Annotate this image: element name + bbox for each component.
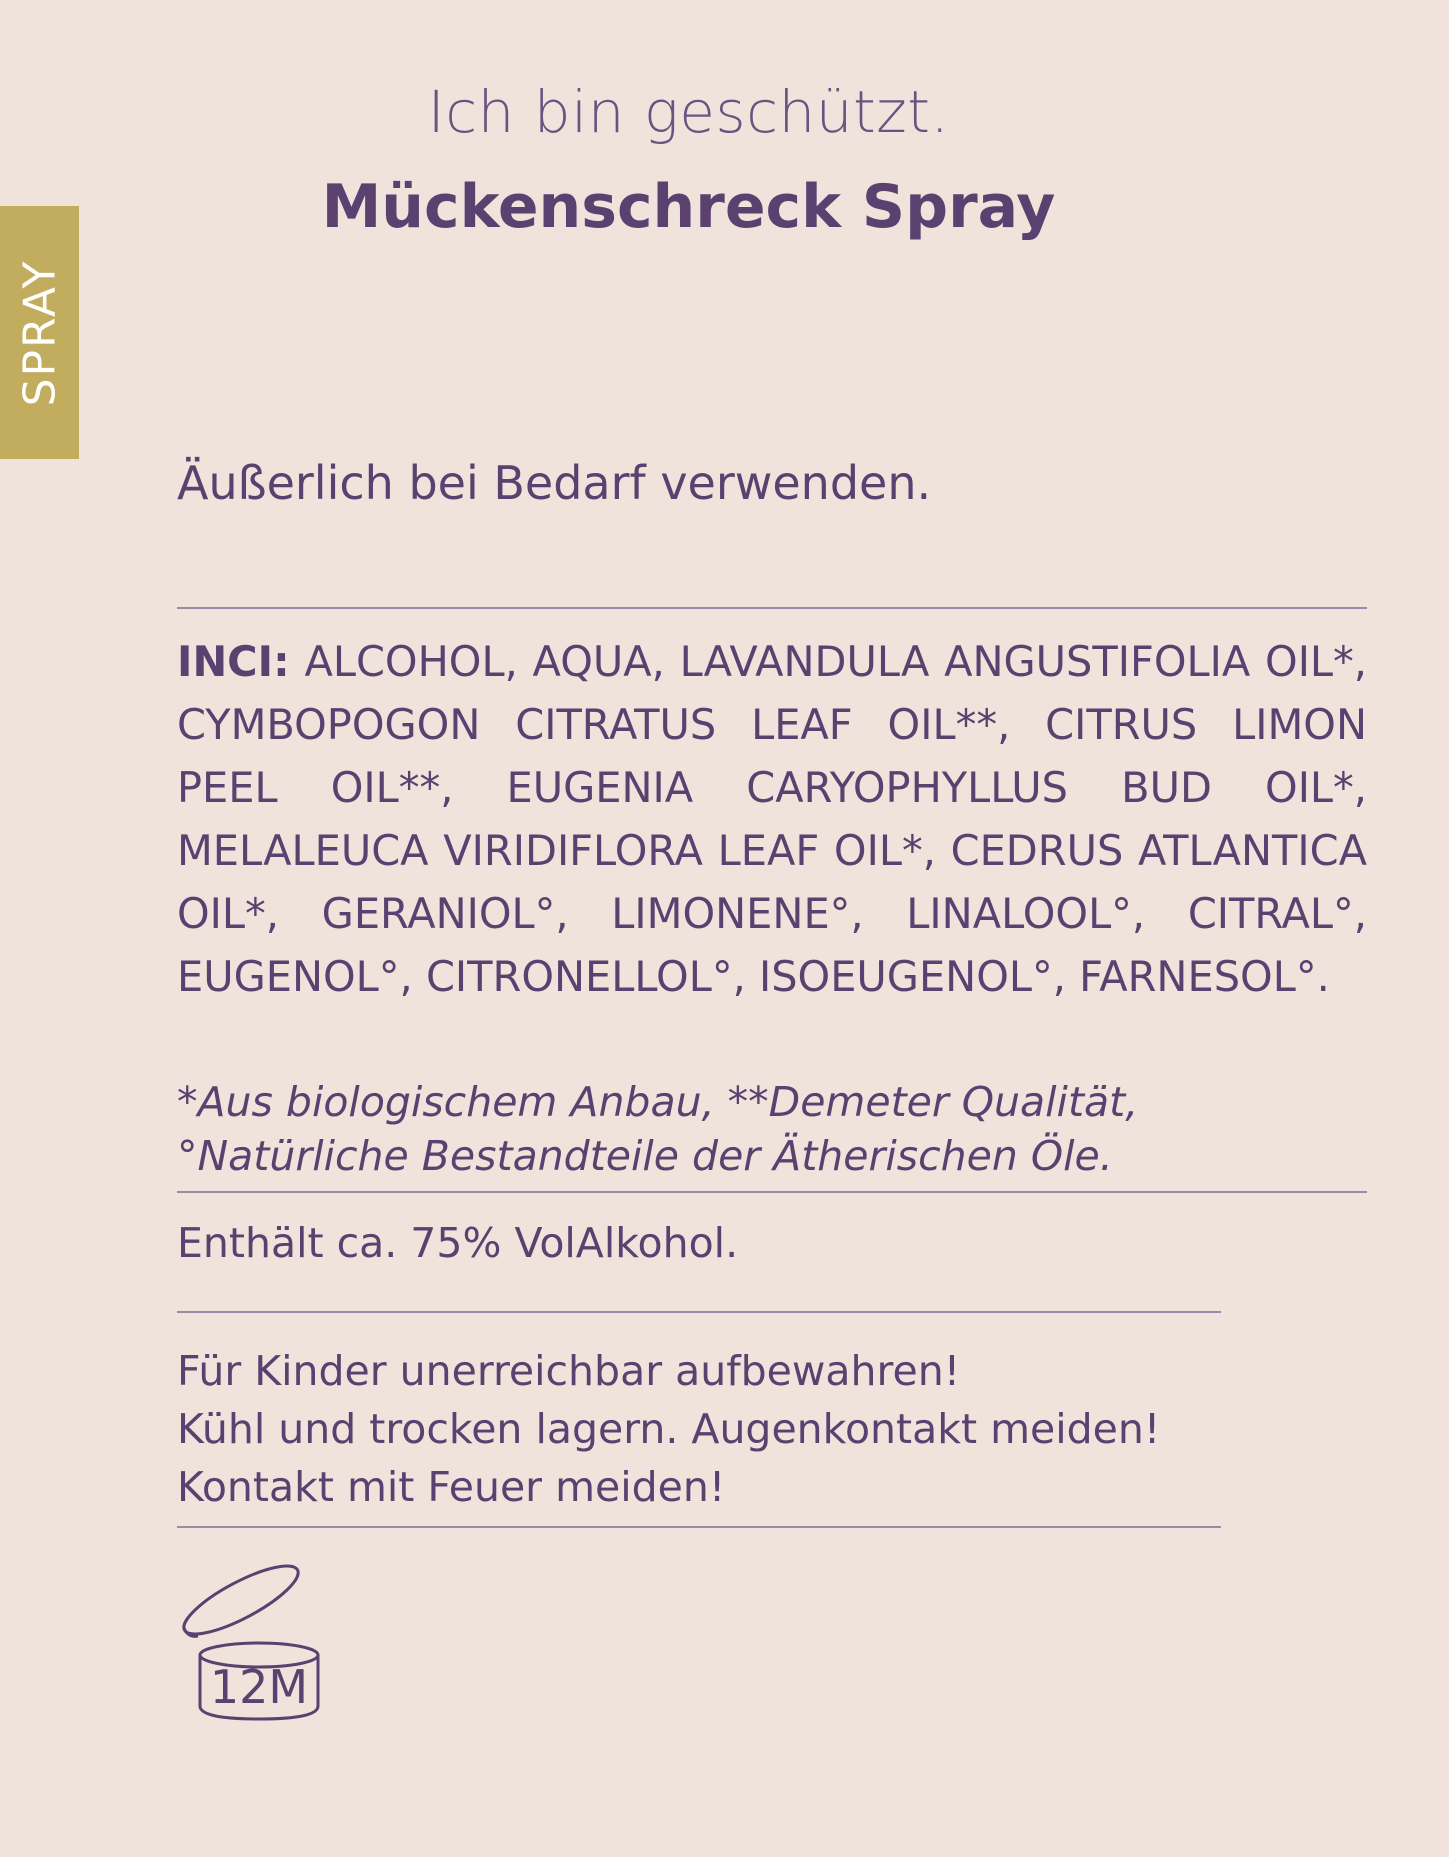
divider bbox=[177, 607, 1367, 609]
open-jar-icon bbox=[178, 1560, 328, 1730]
spray-tab bbox=[0, 206, 79, 459]
spray-tab-label: SPRAY bbox=[14, 259, 65, 406]
alcohol-content: Enthält ca. 75% VolAlkohol. bbox=[177, 1219, 739, 1267]
usage-instruction: Äußerlich bei Bedarf verwenden. bbox=[177, 456, 932, 510]
divider bbox=[177, 1526, 1221, 1528]
inci-label: INCI: bbox=[177, 637, 290, 686]
inci-list bbox=[177, 630, 1367, 1008]
footnote-line: *Aus biologischem Anbau, **Demeter Qualität, bbox=[177, 1078, 1139, 1126]
footnotes bbox=[177, 1075, 1367, 1183]
warning-line: Kontakt mit Feuer meiden! bbox=[177, 1463, 726, 1511]
warning-line: Für Kinder unerreichbar aufbewahren! bbox=[177, 1347, 961, 1395]
subtitle: Ich bin geschützt. bbox=[427, 78, 950, 146]
warnings bbox=[177, 1342, 1160, 1516]
pao-label: 12M bbox=[209, 1660, 309, 1714]
warning-line: Kühl und trocken lagern. Augenkontakt meiden! bbox=[177, 1405, 1161, 1453]
product-title: Mückenschreck Spray bbox=[321, 172, 1056, 242]
footnote-line: °Natürliche Bestandteile der Ätherischen Öle. bbox=[177, 1132, 1113, 1180]
inci-ingredients: ALCOHOL, AQUA, LAVANDULA ANGUSTIFOLIA OIL*, CYMBOPOGON CITRATUS LEAF OIL**, CITRUS LIMON PEEL OIL**, EUGENIA CARYOPHYLLUS BUD OIL*, MELALEUCA VIRIDIFLORA LEAF OIL*, CEDRUS ATLANTICA OIL*, GERANIOL°, LIMONENE°, LINALOOL°, CITRAL°, EUGENOL°, CITRONELLOL°, ISOEUGENOL°, FARNESOL°. bbox=[177, 637, 1367, 1001]
divider bbox=[177, 1311, 1221, 1313]
divider bbox=[177, 1191, 1367, 1193]
